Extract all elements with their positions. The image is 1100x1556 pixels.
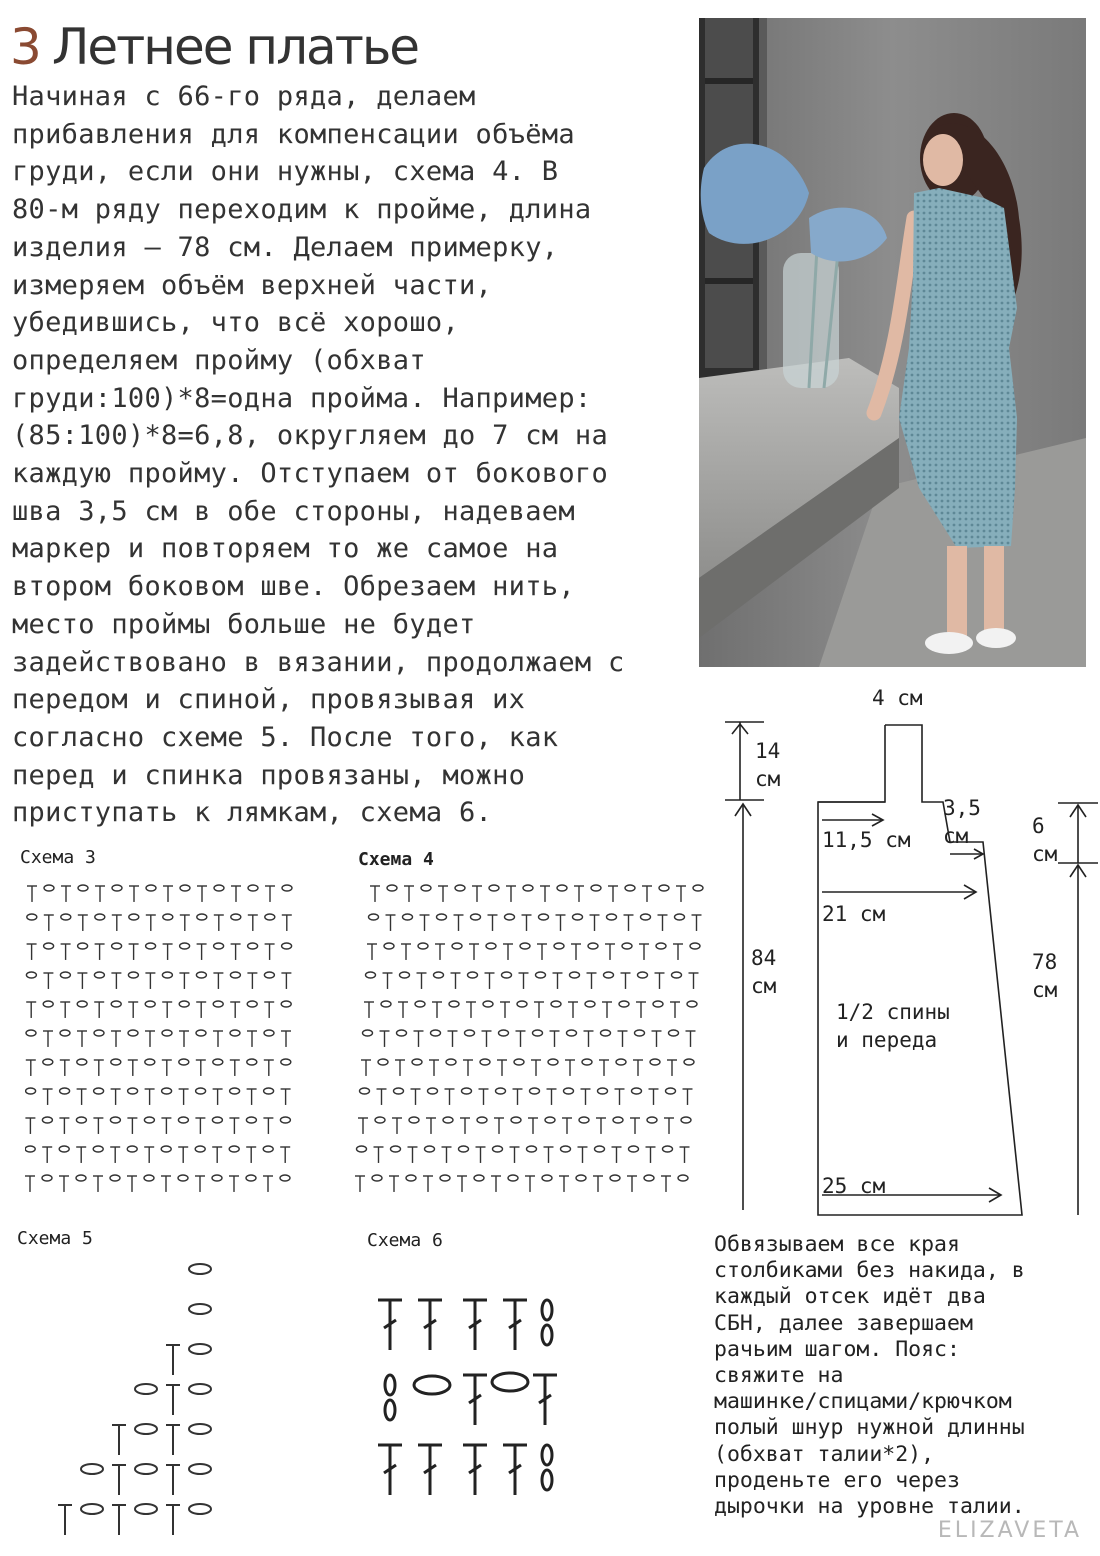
section-number: 3 (10, 18, 40, 76)
armhole-indent-label: 3,5 см (943, 796, 994, 848)
chest-width-label: 21 см (822, 902, 886, 926)
hem-width-label: 25 см (822, 1174, 886, 1198)
finishing-paragraph: Обвязываем все края столбиками без накида, в каждый отсек идёт два СБН, далее завершаем рачьим шагом. Пояс: свяжите на машинке/спицами/крючком полый шнур нужной длинны (обхват талии*2), проденьте его через дырочки на уровне талии. (714, 1232, 1025, 1520)
watermark: ELIZAVETA (937, 1518, 1082, 1543)
top-width-label: 4 см (872, 686, 923, 710)
title-text: Летнее платье (51, 18, 419, 76)
scheme-5-chart (25, 1260, 325, 1540)
total-height-label: 84 см (751, 946, 789, 998)
bust-width-label: 11,5 см (822, 828, 911, 852)
piece-label: 1/2 спины и переда (836, 1000, 950, 1052)
scheme-3-label: Схема 3 (20, 847, 96, 868)
scheme-6-chart (370, 1290, 570, 1510)
dc-stitch (418, 1300, 442, 1350)
dc-stitch (463, 1300, 487, 1350)
dc-stitch (503, 1300, 527, 1350)
intro-paragraph: Начиная с 66-го ряда, делаем прибавления для компенсации объёма груди, если они нужны, схема 4. В 80-м ряду переходим к пройме, длина изделия – 78 см. Делаем примерку, измеряем объём верхней части, убедившись, что всё хорошо, определяем пройму (обхват груди:100)*8=одна пройма. Например: (85:100)*8=6,8, округляем до 7 см на каждую пройму. Отступаем от бокового шва 3,5 см в обе стороны, надеваем маркер и повторяем то же самое на втором боковом шве. Обрезаем нить, место проймы больше не будет задействовано в вязании, продолжаем с передом и спиной, провязывая их согласно схеме 5. После того, как перед и спинка провязаны, можно приступать к лямкам, схема 6. (12, 81, 625, 829)
strap-height-label: 14 см (755, 739, 793, 791)
scheme-6-label: Схема 6 (367, 1230, 443, 1251)
scheme-3-chart (25, 880, 320, 1200)
body-height-label: 78 см (1032, 950, 1070, 1002)
dc-stitch (378, 1300, 402, 1350)
scheme-4-label: Схема 4 (358, 849, 434, 870)
scheme-5-label: Схема 5 (17, 1228, 93, 1249)
armhole-height-label: 6 см (1032, 814, 1058, 866)
dress-photo (699, 18, 1086, 667)
page-title (10, 18, 418, 76)
scheme-4-chart (355, 880, 705, 1200)
